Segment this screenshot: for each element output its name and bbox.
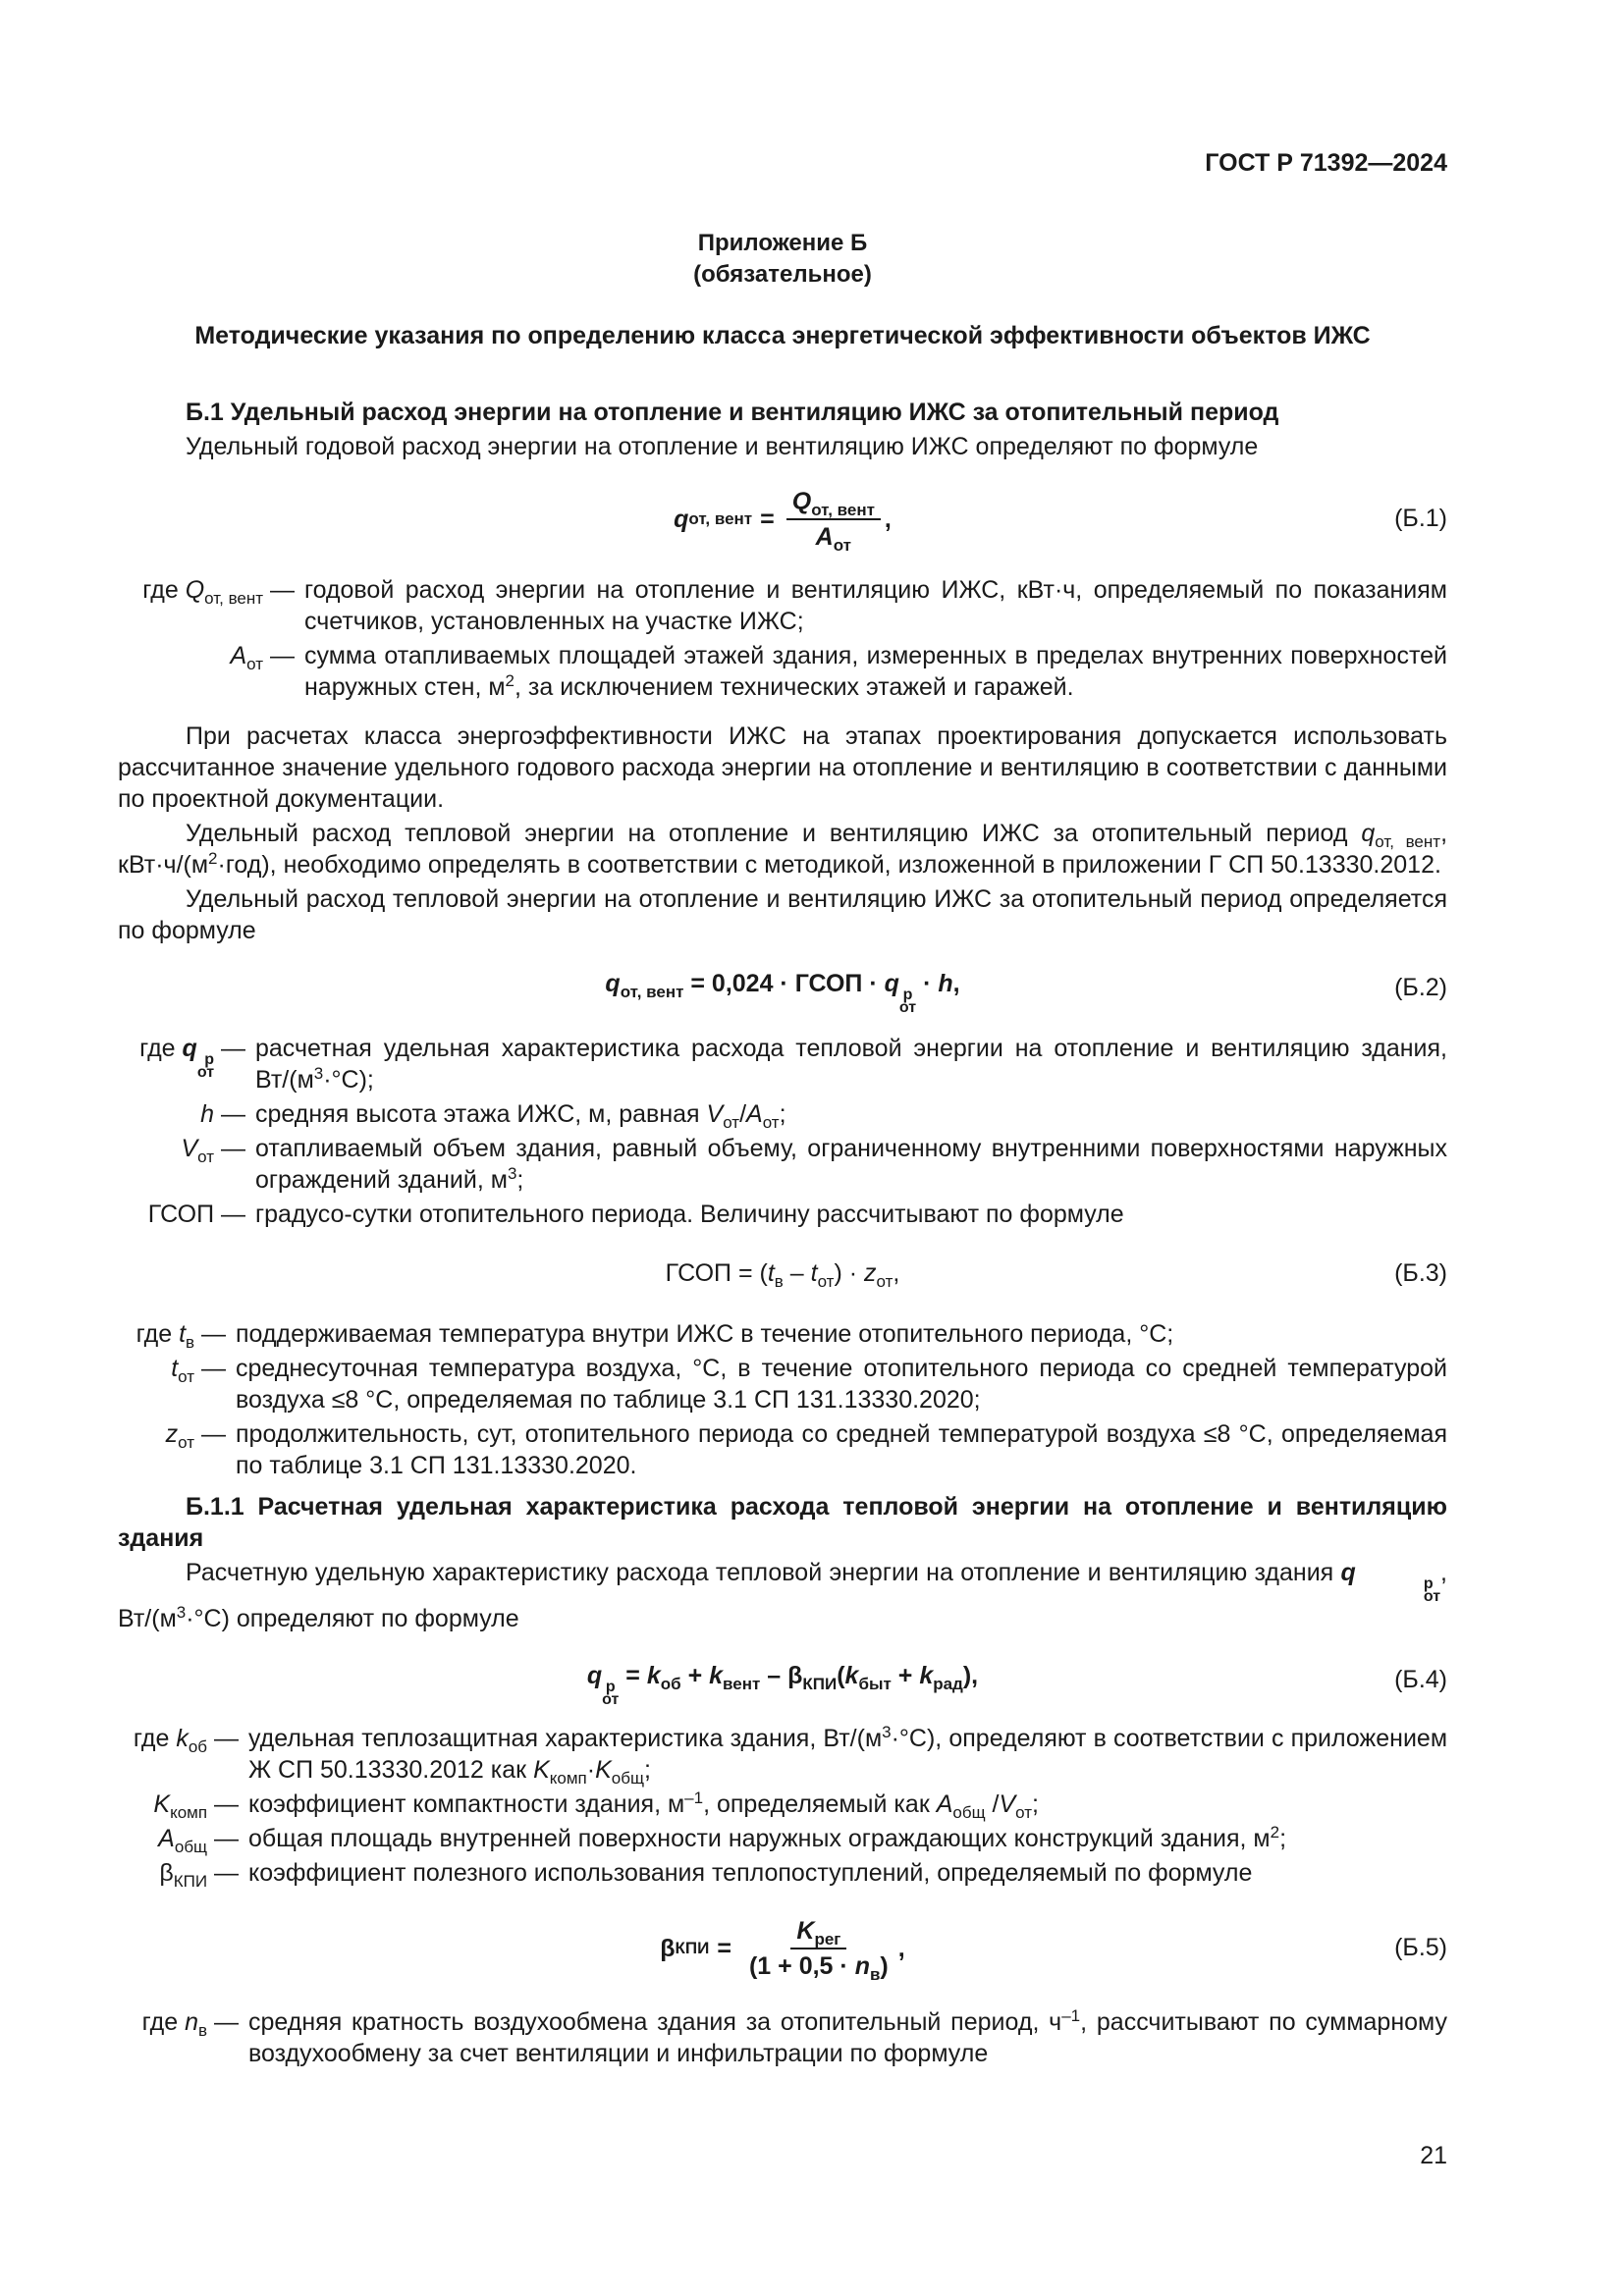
legend-subscript: общ [174,1838,208,1856]
formula-subscript: в [774,1272,784,1291]
legend-dash: — [221,1201,245,1228]
legend-subscript: от [196,1064,215,1081]
formula-symbol: n [854,1952,870,1981]
superscript: 2 [1270,1823,1280,1842]
formula-subscript: быт [858,1675,892,1693]
legend-term [118,1353,236,1384]
legend-symbol: t [171,1355,179,1382]
legend-description [304,640,1447,703]
formula-symbol: A [815,523,834,552]
text-run: , определяемый как [703,1790,937,1818]
text-run: / [985,1790,1000,1818]
superscript: 2 [208,849,218,868]
formula-b1: q от, вент = $\frac{Q_{от, вент}}{A_{от}}$ , (Б.1) [118,484,1447,553]
text-run: Расчетную удельную характеристику расхода тепловой энергии на отопление и вентиляцию здания [186,1559,1334,1586]
legend-symbol: ГСОП [147,1201,215,1228]
legend-symbol: t [179,1320,187,1348]
formula-symbol: Q [791,488,812,516]
legend-dash: — [214,1859,239,1887]
formula-number: (Б.2) [1394,974,1447,1001]
legend-description [255,1133,1447,1196]
text-run: ; [1279,1825,1287,1852]
formula-symbol: k [646,1662,661,1689]
section-heading-b11: Б.1.1 Расчетная удельная характеристика расхода тепловой энергии на отопление и вентиляцию здания [118,1493,1447,1552]
formula-b4 [118,1652,1447,1708]
formula-subscript: от [876,1272,893,1291]
superscript: –1 [1061,2006,1081,2025]
text-run: коэффициент компактности здания, м [248,1790,685,1818]
legend-subscript: комп [170,1803,208,1822]
legend-item [118,640,1447,703]
legend-term [118,1418,236,1450]
inline-symbol: q [1340,1559,1356,1586]
legend-dash: — [201,1420,226,1448]
formula-symbol: K [796,1917,815,1946]
legend-description [248,1723,1447,1786]
formula-operator: = [760,505,775,533]
text-run: , кВт·ч/(м [118,820,1448,879]
text-run: ; [779,1100,786,1128]
formula-symbol: β [787,1662,803,1689]
legend-b1 [118,574,1447,703]
document-header: ГОСТ Р 71392—2024 [1205,149,1447,177]
inline-subscript: от, вент [1375,832,1441,851]
formula-b3 [118,1250,1447,1297]
formula-index-stack [602,1681,619,1706]
formula-b2 [118,960,1447,1016]
legend-term [118,1857,248,1889]
legend-symbol: k [176,1725,189,1752]
legend-term [118,1823,248,1854]
appendix-status: (обязательное) [693,261,872,288]
formula-operator: – [783,1259,811,1287]
formula-operator: + [891,1662,920,1689]
formula-index-stack [899,988,916,1014]
formula-expression: ГСОП = ( [665,1259,768,1287]
inline-subscript: общ [611,1769,644,1788]
inline-symbol: V [706,1100,724,1128]
text-run: расчетная удельная характеристика расхода тепловой энергии на отопление и вентиляцию здания, Вт/(м [255,1035,1447,1094]
legend-term [118,1033,255,1079]
legend-term [118,1098,255,1130]
formula-subscript: от [898,999,917,1016]
legend-where: где [139,1035,176,1062]
legend-description: годовой расход энергии на отопление и вентиляцию ИЖС, кВт·ч, определяемый по показаниям счетчиков, установленных на участке ИЖС; [304,576,1447,635]
formula-operator: ( [837,1662,845,1689]
text-run: общая площадь внутренней поверхности наружных ограждающих конструкций здания, м [248,1825,1271,1852]
legend-description [248,1789,1447,1820]
legend-description: среднесуточная температура воздуха, °С, в течение отопительного периода со средней температурой воздуха ≤8 °С, определяемая по таблице 3.1 СП 131.13330.2020; [236,1355,1447,1414]
text-run: удельная теплозащитная характеристика здания, Вт/(м [248,1725,883,1752]
formula-fraction [786,488,881,556]
legend-item [118,2006,1447,2069]
legend-term [118,1133,255,1164]
formula-fraction [743,1917,894,1985]
legend-symbol: q [182,1035,197,1062]
text-run: / [739,1100,747,1128]
legend-description [255,1033,1447,1095]
inline-subscript: от [1423,1588,1441,1605]
legend-term [118,1723,248,1754]
superscript: 2 [505,671,514,690]
formula-expression: = 0,024 · ГСОП · [690,970,878,997]
formula-symbol: h [938,970,953,997]
formula-expression: (1 + 0,5 · [748,1952,855,1981]
text-run: сумма отапливаемых площадей этажей здания, измеренных в пределах внутренних поверхностей наружных стен, м [304,642,1447,701]
inline-symbol: K [533,1756,550,1784]
legend-symbol: A [230,642,247,669]
superscript: 3 [313,1064,324,1083]
legend-where: где [141,2008,179,2036]
formula-symbol: k [709,1662,724,1689]
legend-term [118,574,304,606]
legend-where: где [142,576,179,604]
legend-term [118,1318,236,1350]
formula-operator: = [717,1934,731,1962]
legend-item [118,1133,1447,1196]
formula-number: (Б.4) [1394,1666,1447,1693]
legend-item [118,574,1447,637]
legend-description: поддерживаемая температура внутри ИЖС в течение отопительного периода, °С; [236,1320,1174,1348]
formula-operator: · [923,970,932,997]
legend-subscript: от [178,1367,195,1386]
formula-superscript: р [605,1679,616,1695]
legend-dash: — [214,1825,239,1852]
legend-where: где [135,1320,173,1348]
formula-symbol: q [605,970,621,997]
formula-operator: – [760,1662,788,1689]
formula-punct: ), [962,1662,979,1689]
text-run: , рассчитывают по суммарному воздухообмену за счет вентиляции и инфильтрации по формуле [248,2008,1448,2067]
legend-index-stack [197,1053,214,1079]
text-run: ·°С), определяют в соответствии с приложением Ж СП 50.13330.2012 как [248,1725,1448,1784]
inline-symbol: A [936,1790,953,1818]
legend-term [118,1199,255,1230]
text-run: · [586,1756,596,1784]
formula-b5: β КПИ = $\frac{K_{рег}}{(1 + 0,5 \cdot n_в)}$ , (Б.5) [118,1908,1447,1987]
inline-symbol: K [595,1756,612,1784]
document-body [118,397,1447,2069]
paragraph-design-stage: При расчетах класса энергоэффективности ИЖС на этапах проектирования допускается использовать рассчитанное значение удельного годового расхода энергии на отопление и вентиляцию в соответствии с данными по проектной документации. [118,722,1447,813]
legend-item [118,1098,1447,1130]
legend-dash: — [214,1790,239,1818]
formula-symbol: k [844,1662,859,1689]
legend-item [118,1199,1447,1230]
formula-subscript: от [602,1691,620,1708]
legend-symbol: V [181,1135,198,1162]
paragraph-specific-consumption [118,818,1447,881]
formula-symbol: q [674,505,689,533]
paragraph-formula-intro: Удельный расход тепловой энергии на отопление и вентиляцию ИЖС за отопительный период определяется по формуле [118,885,1447,944]
legend-where: где [133,1725,170,1752]
text-run: ·год), необходимо определять в соответствии с методикой, изложенной в приложении Г СП 50.13330.2012. [217,851,1441,879]
legend-item [118,1857,1447,1889]
legend-subscript: КПИ [173,1872,208,1891]
legend-subscript: в [186,1333,195,1352]
formula-subscript: КПИ [802,1675,838,1693]
legend-subscript: об [188,1737,208,1756]
formula-subscript: от [817,1272,835,1291]
document-page [118,0,1447,2296]
legend-term [118,1789,248,1820]
formula-symbol: q [586,1662,603,1689]
legend-symbol: K [153,1790,171,1818]
paragraph-intro: Удельный годовой расход энергии на отопление и вентиляцию ИЖС определяют по формуле [186,433,1259,460]
text-run: ; [516,1166,524,1194]
formula-subscript: об [660,1675,681,1693]
legend-symbol: z [165,1420,179,1448]
formula-punct: , [897,1934,905,1962]
legend-term [118,2006,248,2038]
legend-b4 [118,1723,1447,1889]
text-run: средняя кратность воздухообмена здания за отопительный период, ч [248,2008,1062,2036]
formula-expression: ) [880,1952,889,1981]
formula-operator: ) · [834,1259,864,1287]
superscript: 3 [882,1723,892,1741]
legend-item [118,1418,1447,1481]
formula-number: (Б.5) [1394,1934,1447,1961]
legend-description [248,1823,1447,1854]
text-run: Удельный расход тепловой энергии на отопление и вентиляцию ИЖС за отопительный период [186,820,1348,847]
formula-subscript: вент [723,1675,761,1693]
formula-symbol: q [884,970,899,997]
legend-dash: — [221,1035,245,1062]
formula-subscript: от, вент [811,501,875,520]
legend-symbol: n [185,2008,199,2036]
section-heading-b1: Б.1 Удельный расход энергии на отопление и вентиляцию ИЖС за отопительный период [186,399,1279,426]
legend-item [118,1353,1447,1415]
legend-item [118,1318,1447,1350]
formula-number: (Б.3) [1394,1259,1447,1287]
legend-term [118,640,304,671]
text-run: ; [643,1756,651,1784]
legend-b2 [118,1033,1447,1230]
legend-item [118,1823,1447,1854]
formula-symbol: z [863,1259,877,1287]
formula-punct: , [893,1259,900,1287]
inline-symbol: q [1361,820,1376,847]
inline-subscript: комп [549,1769,587,1788]
text-run: , за исключением технических этажей и гаражей. [514,673,1074,701]
text-run: ·°С); [323,1066,374,1094]
appendix-label: Приложение Б [697,230,868,256]
formula-subscript: в [869,1965,881,1985]
formula-operator: = [619,1662,647,1689]
legend-description [248,2006,1447,2069]
text-run: , Вт/(м [118,1559,1447,1632]
legend-item [118,1723,1447,1786]
formula-operator: + [680,1662,710,1689]
legend-subscript: от [246,655,264,673]
legend-description: продолжительность, сут, отопительного периода со средней температурой воздуха ≤8 °С, определяемая по таблице 3.1 СП 131.13330.2020. [236,1420,1447,1479]
formula-subscript: от [833,536,851,556]
legend-subscript: в [198,2021,208,2040]
legend-symbol: A [158,1825,175,1852]
superscript: –1 [684,1789,704,1807]
legend-dash: — [221,1135,245,1162]
formula-subscript: от, вент [620,983,684,1001]
page-number: 21 [1420,2142,1447,2169]
inline-subscript: общ [952,1803,986,1822]
legend-description: коэффициент полезного использования теплопоступлений, определяемый по формуле [248,1859,1253,1887]
legend-superscript: р [204,1051,215,1068]
formula-number: (Б.1) [1394,505,1447,532]
inline-index-stack [1356,1577,1440,1603]
paragraph-calc-characteristic [118,1557,1447,1634]
legend-symbol: β [159,1859,174,1887]
legend-dash: — [214,2008,239,2036]
formula-punct: , [952,970,960,997]
legend-dash: — [270,642,295,669]
legend-dash: — [270,576,295,604]
formula-superscript: р [902,987,913,1003]
formula-subscript: рег [814,1930,841,1949]
inline-subscript: от [1015,1803,1033,1822]
legend-symbol: h [200,1100,215,1128]
text-run: отапливаемый объем здания, равный объему, ограниченному внутренними поверхностями наружных ограждений зданий, м [255,1135,1447,1194]
legend-subscript: от, вент [204,589,264,608]
legend-description [255,1098,1447,1130]
inline-symbol: V [999,1790,1016,1818]
legend-dash: — [221,1100,245,1128]
inline-subscript: от [762,1113,780,1132]
main-title: Методические указания по определению класса энергетической эффективности объектов ИЖС [194,322,1371,349]
superscript: 3 [176,1603,187,1622]
superscript: 3 [507,1164,517,1183]
formula-subscript: рад [933,1675,963,1693]
appendix-title [118,228,1447,291]
legend-dash: — [201,1320,226,1348]
formula-punct: , [884,505,892,533]
text-run: ; [1032,1790,1039,1818]
legend-b3 [118,1318,1447,1481]
legend-item [118,1789,1447,1820]
formula-symbol: k [919,1662,934,1689]
legend-b5 [118,2006,1447,2069]
legend-symbol: Q [185,576,205,604]
legend-subscript: от [197,1148,215,1166]
inline-subscript: от [723,1113,740,1132]
text-run: ·°С) определяют по формуле [186,1605,519,1632]
inline-symbol: A [746,1100,763,1128]
legend-subscript: от [178,1433,195,1452]
legend-description: градусо-сутки отопительного периода. Величину рассчитывают по формуле [255,1201,1124,1228]
formula-symbol: β [660,1934,676,1962]
legend-dash: — [201,1355,226,1382]
formula-symbol: t [810,1259,818,1287]
formula-symbol: t [767,1259,775,1287]
inline-superscript: р [1423,1575,1434,1592]
text-run: средняя высота этажа ИЖС, м, равная [255,1100,707,1128]
legend-dash: — [214,1725,239,1752]
legend-item [118,1033,1447,1095]
